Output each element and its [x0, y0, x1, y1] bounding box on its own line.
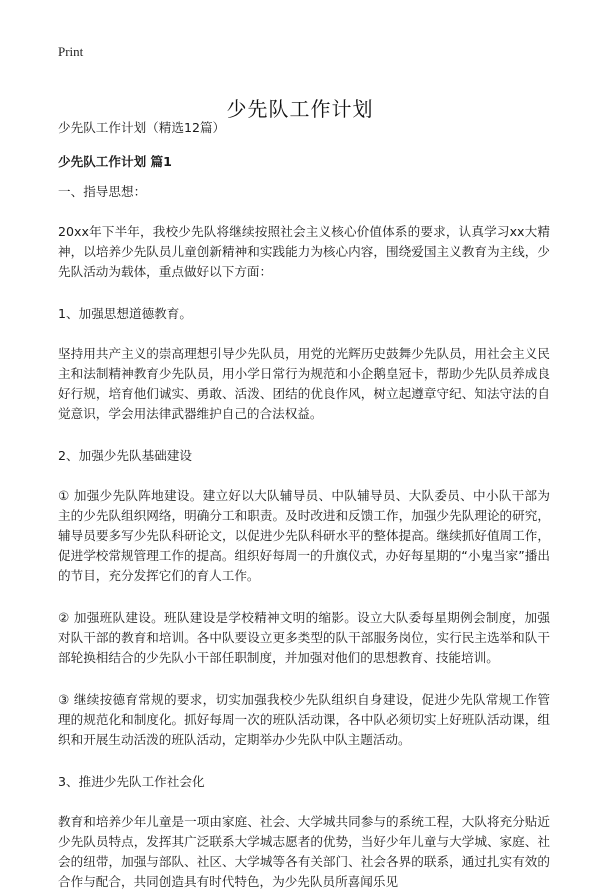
document-subtitle: 少先队工作计划（精选12篇） — [58, 120, 226, 135]
print-label: Print — [58, 44, 84, 59]
paragraph-socialization: 教育和培养少年儿童是一项由家庭、社会、大学城共同参与的系统工程，大队将充分贴近少先队员特点，发挥其广泛联系大学城志愿者的优势，当好少年儿童与大学城、家庭、社会的纽带，加强与部队、社区、大学城等各有关部门、社会各界的联系，通过扎实有效的合作与配合，共同创造具有时代特色，为少先队员所喜闻乐见 — [58, 814, 550, 889]
paragraph-moral-education: 坚持用共产主义的崇高理想引导少先队员，用党的光辉历史鼓舞少先队员，用社会主义民主和法制精神教育少先队员，用小学日常行为规范和小企鹅皇冠卡，帮助少先队员养成良好行规，培育他们诚实、勇敢、活泼、团结的优良作风，树立起遵章守纪、知法守法的自觉意识，学会用法律武器维护自己的合法权益。 — [58, 346, 550, 421]
paragraph-position-construction: ① 加强少先队阵地建设。建立好以大队辅导员、中队辅导员、大队委员、中小队干部为主的少先队组织网络，明确分工和职责。及时改进和反馈工作，加强少先队理论的研究，辅导员要多写少先队科研论文，以促进少先队科研水平的整体提高。继续抓好值周工作，促进学校常规管理工作的提高。组织好每周一的升旗仪式，办好每星期的“小鬼当家”播出的节目，充分发挥它们的育人工作。 — [58, 488, 550, 583]
section-heading-basic-construction: 2、加强少先队基础建设 — [58, 448, 192, 463]
paragraph-guiding-ideology: 20xx年下半年，我校少先队将继续按照社会主义核心价值体系的要求，认真学习xx大精神，以培养少先队员儿童创新精神和实践能力为核心内容，围绕爱国主义教育为主线，少先队活动为载体，重点做好以下方面： — [58, 224, 550, 279]
paragraph-routine-management: ③ 继续按德育常规的要求，切实加强我校少先队组织自身建设，促进少先队常规工作管理的规范化和制度化。抓好每周一次的班队活动课，各中队必须切实上好班队活动课，组织和开展生动活泼的班队活动，定期举办少先队中队主题活动。 — [58, 692, 550, 747]
paragraph-class-construction: ② 加强班队建设。班队建设是学校精神文明的缩影。设立大队委每星期例会制度，加强对队干部的教育和培训。各中队要设立更多类型的队干部服务岗位，实行民主选举和队干部轮换相结合的少先队小干部任职制度，并加强对他们的思想教育、技能培训。 — [58, 610, 550, 665]
section-heading-socialization: 3、推进少先队工作社会化 — [58, 774, 205, 789]
document-body — [58, 118, 550, 892]
section-heading-guiding-ideology: 一、指导思想： — [58, 184, 147, 199]
document-title: 少先队工作计划 — [226, 97, 374, 122]
article-heading: 少先队工作计划 篇1 — [58, 154, 172, 169]
section-heading-moral-education: 1、加强思想道德教育。 — [58, 306, 192, 321]
